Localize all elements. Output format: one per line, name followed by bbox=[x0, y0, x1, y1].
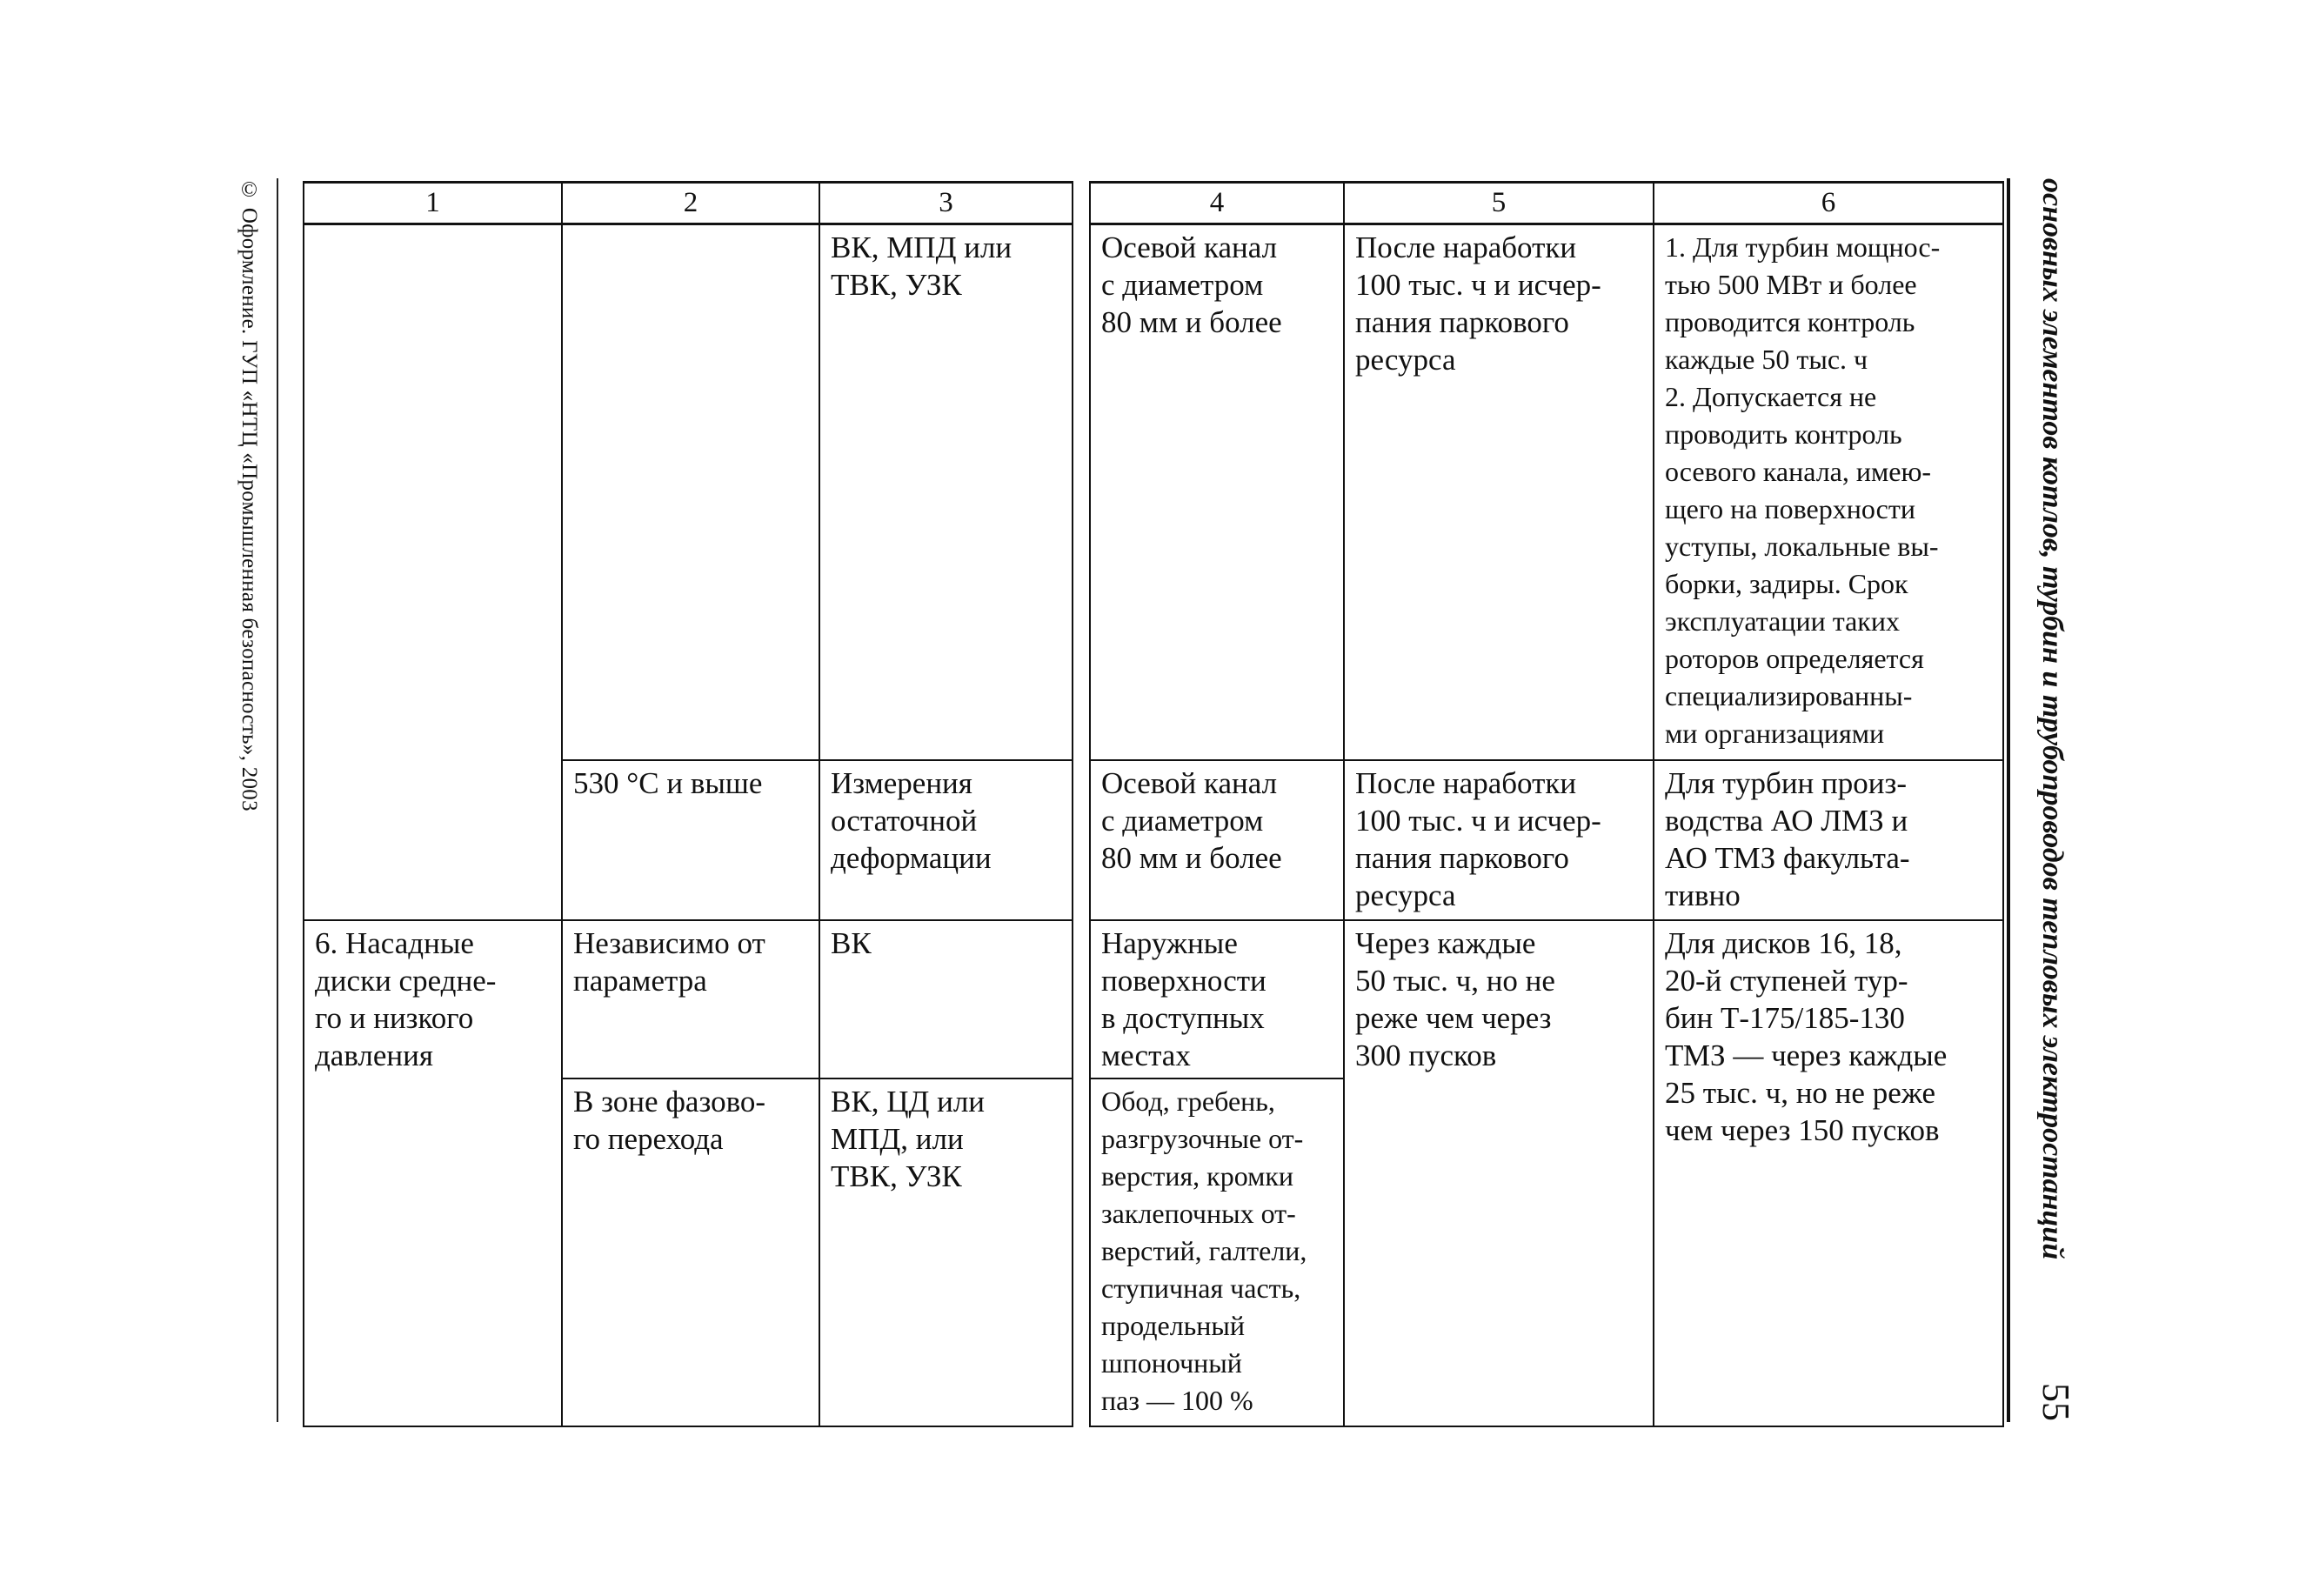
cell-parameter bbox=[562, 224, 819, 760]
right-margin-rule bbox=[2007, 178, 2010, 1422]
left-margin-rule bbox=[277, 178, 278, 1422]
cell-notes: 1. Для турбин мощнос- тью 500 МВт и более проводится контроль каждые 50 тыс. ч 2. Допускается не проводить контроль осевого канала, имею- щего на поверхности уступы, локальные вы- борки, задиры. Срок эксплуатации таких роторов определяется специализированны- ми организациями bbox=[1654, 224, 2003, 760]
table-row bbox=[1090, 920, 2003, 1078]
column-header-6: 6 bbox=[1654, 183, 2003, 224]
cell-method: Измерения остаточной деформации bbox=[819, 760, 1073, 920]
cell-method: ВК, МПД или ТВК, УЗК bbox=[819, 224, 1073, 760]
cell-element-name bbox=[304, 224, 562, 920]
table-header-row bbox=[1090, 183, 2003, 224]
cell-notes: Для турбин произ- водства АО ЛМЗ и АО ТМЗ факульта- тивно bbox=[1654, 760, 2003, 920]
cell-parameter: 530 °C и выше bbox=[562, 760, 819, 920]
cell-method: ВК, ЦД или МПД, или ТВК, УЗК bbox=[819, 1078, 1073, 1426]
cell-notes: Для дисков 16, 18, 20-й ступеней тур- бин Т-175/185-130 ТМЗ — через каждые 25 тыс. ч, но не реже чем через 150 пусков bbox=[1654, 920, 2003, 1426]
cell-control-zone: Наружные поверхности в доступных местах bbox=[1090, 920, 1344, 1078]
table-left-half bbox=[303, 181, 1073, 1427]
column-header-2: 2 bbox=[562, 183, 819, 224]
cell-parameter: В зоне фазово- го перехода bbox=[562, 1078, 819, 1426]
table-row bbox=[304, 224, 1073, 760]
table-row bbox=[1090, 224, 2003, 760]
table-row bbox=[304, 920, 1073, 1078]
cell-element-name: 6. Насадные диски средне- го и низкого давления bbox=[304, 920, 562, 1426]
page-number: 55 bbox=[2035, 1383, 2077, 1421]
cell-parameter: Независимо от параметра bbox=[562, 920, 819, 1078]
column-header-5: 5 bbox=[1344, 183, 1654, 224]
table-header-row bbox=[304, 183, 1073, 224]
column-header-3: 3 bbox=[819, 183, 1073, 224]
cell-control-zone: Осевой канал с диаметром 80 мм и более bbox=[1090, 760, 1344, 920]
column-header-1: 1 bbox=[304, 183, 562, 224]
cell-periodicity: После наработки 100 тыс. ч и исчер- пания паркового ресурса bbox=[1344, 760, 1654, 920]
cell-periodicity: После наработки 100 тыс. ч и исчер- пания паркового ресурса bbox=[1344, 224, 1654, 760]
cell-control-zone: Обод, гребень, разгрузочные от- верстия, кромки заклепочных от- верстий, галтели, ступичная часть, продельный шпоночный паз — 100 % bbox=[1090, 1078, 1344, 1426]
copyright-notice: © Оформление. ГУП «НТЦ «Промышленная безопасность», 2003 bbox=[237, 178, 261, 811]
table-row bbox=[1090, 760, 2003, 920]
cell-control-zone: Осевой канал с диаметром 80 мм и более bbox=[1090, 224, 1344, 760]
cell-method: ВК bbox=[819, 920, 1073, 1078]
column-header-4: 4 bbox=[1090, 183, 1344, 224]
table-right-half bbox=[1089, 181, 2004, 1427]
cell-periodicity: Через каждые 50 тыс. ч, но не реже чем через 300 пусков bbox=[1344, 920, 1654, 1426]
running-title: основных элементов котлов, турбин и трубопроводов тепловых электростанций bbox=[2036, 178, 2068, 1260]
